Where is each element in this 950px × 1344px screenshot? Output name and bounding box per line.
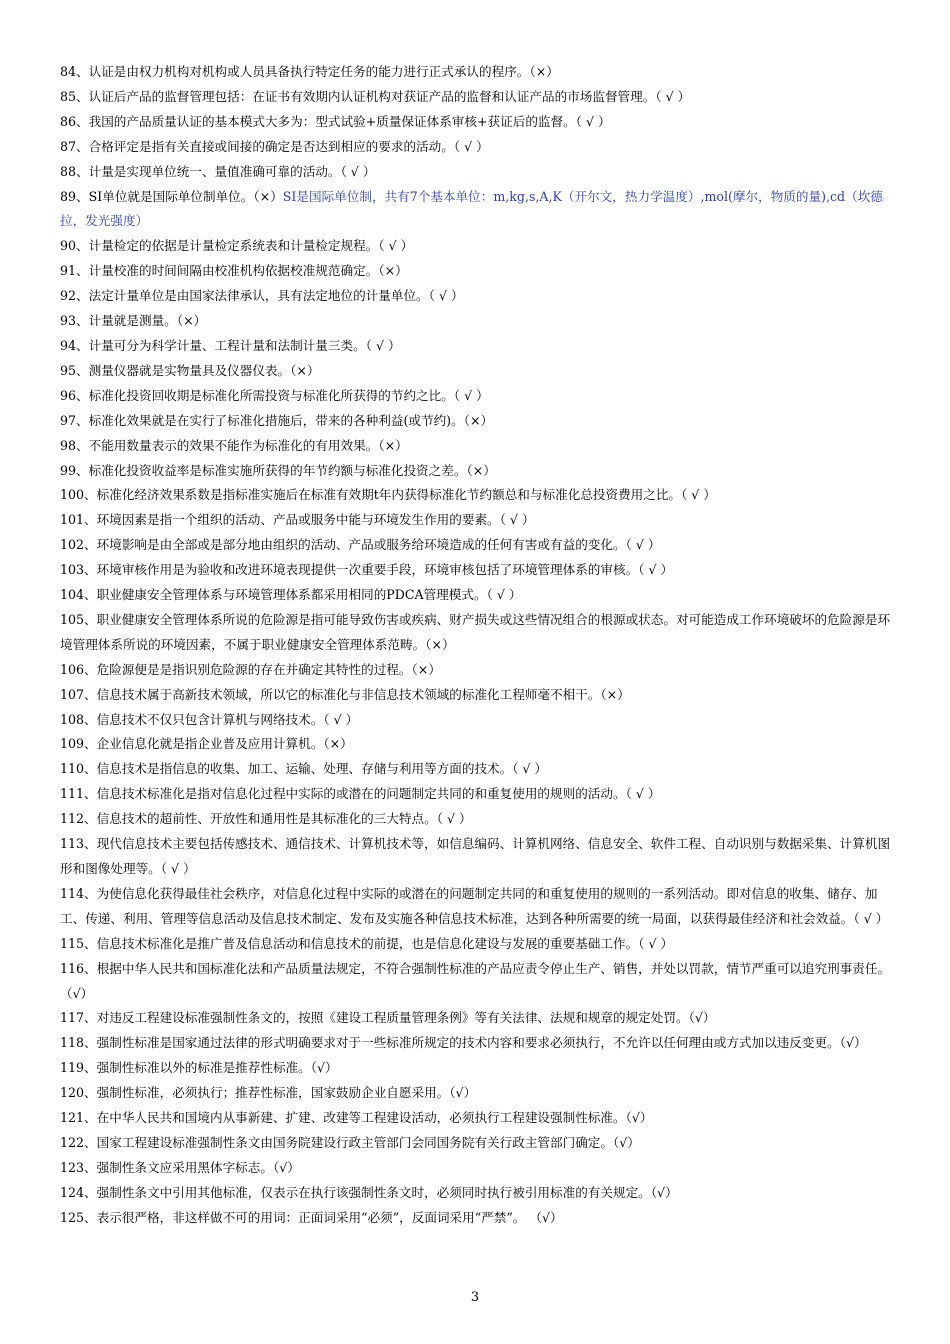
question-item — [60, 608, 895, 658]
question-item — [60, 309, 895, 334]
question-text: 103、环境审核作用是为验收和改进环境表现提供一次重要手段，环境审核包括了环境管理体系的审核。（ √ ） — [60, 562, 674, 578]
question-item — [60, 459, 895, 484]
question-item — [60, 160, 895, 185]
question-text: 112、信息技术的超前性、开放性和通用性是其标准化的三大特点。（ √ ） — [60, 811, 472, 827]
question-text: 88、计量是实现单位统一、量值准确可靠的活动。（ √ ） — [60, 163, 376, 179]
question-item — [60, 384, 895, 409]
question-text: 92、法定计量单位是由国家法律承认，具有法定地位的计量单位。（ √ ） — [60, 288, 464, 304]
question-item — [60, 359, 895, 384]
question-text: 105、职业健康安全管理体系所说的危险源是指可能导致伤害或疾病、财产损失或这些情况组合的根源或状态。对可能造成工作环境破坏的危险源是环境管理体系所说的环境因素，不属于职业健康安全管理体系范畴。（×） — [60, 611, 891, 652]
question-text: 117、对违反工程建设标准强制性条文的，按照《建设工程质量管理条例》等有关法律、法规和规章的规定处罚。（√） — [60, 1010, 716, 1026]
question-item — [60, 932, 895, 957]
question-text: 95、测量仪器就是实物量具及仪器仪表。（×） — [60, 362, 320, 378]
question-text: 96、标准化投资回收期是标准化所需投资与标准化所获得的节约之比。（ √ ） — [60, 387, 489, 403]
question-item — [60, 1031, 895, 1056]
question-text: 101、环境因素是指一个组织的活动、产品或服务中能与环境发生作用的要素。（ √ ） — [60, 512, 535, 528]
question-item — [60, 533, 895, 558]
question-item — [60, 1131, 895, 1156]
question-item — [60, 683, 895, 708]
page-number: 3 — [470, 1290, 480, 1305]
question-text: 111、信息技术标准化是指对信息化过程中实际的或潜在的问题制定共同的和重复使用的规则的活动。（ √ ） — [60, 786, 661, 802]
question-text: 109、企业信息化就是指企业普及应用计算机。（×） — [60, 736, 353, 752]
question-text: 107、信息技术属于高新技术领域，所以它的标准化与非信息技术领域的标准化工程师毫不相干。（×） — [60, 686, 630, 702]
question-text: 93、计量就是测量。（×） — [60, 313, 207, 329]
question-item — [60, 1106, 895, 1131]
question-text: 125、表示很严格，非这样做不可的用词：正面词采用“必须”，反面词采用“严禁”。 （√） — [60, 1209, 563, 1225]
question-item — [60, 110, 895, 135]
question-text: 122、国家工程建设标准强制性条文由国务院建设行政主管部门会同国务院有关行政主管部门确定。（√） — [60, 1134, 640, 1150]
question-item — [60, 1181, 895, 1206]
question-text: 91、计量校准的时间间隔由校准机构依据校准规范确定。（×） — [60, 263, 408, 279]
question-item — [60, 434, 895, 459]
question-item — [60, 1081, 895, 1106]
question-text: 113、现代信息技术主要包括传感技术、通信技术、计算机技术等，如信息编码、计算机网络、信息安全、软件工程、自动识别与数据采集、计算机图形和图像处理等。（ √ ） — [60, 836, 891, 876]
question-item — [60, 732, 895, 757]
question-text: 118、强制性标准是国家通过法律的形式明确要求对于一些标准所规定的技术内容和要求必须执行，不允许以任何理由或方式加以违反变更。（√） — [60, 1035, 867, 1051]
question-item — [60, 334, 895, 359]
question-text: 114、为使信息化获得最佳社会秩序，对信息化过程中实际的或潜在的问题制定共同的和重复使用的规则的一系列活动。即对信息的收集、储存、加工、传递、利用、管理等信息活动及信息技术制定、发布及实施各种信息技术标准，达到各种所需要的统一局面，以获得最佳经济和社会效益。（ √ ） — [60, 885, 889, 926]
question-item — [60, 234, 895, 259]
question-item — [60, 85, 895, 110]
question-text: 121、在中华人民共和国境内从事新建、扩建、改建等工程建设活动，必须执行工程建设强制性标准。（√） — [60, 1110, 653, 1126]
question-text: 104、职业健康安全管理体系与环境管理体系都采用相同的PDCA管理模式。（ √ ） — [60, 587, 522, 603]
question-text: 110、信息技术是指信息的收集、加工、运输、处理、存储与利用等方面的技术。（ √ ） — [60, 761, 548, 777]
question-text: 86、我国的产品质量认证的基本模式大多为：型式试验+质量保证体系审核+获证后的监督。（ √ ） — [60, 113, 611, 129]
question-text: 98、不能用数量表示的效果不能作为标准化的有用效果。（×） — [60, 437, 408, 453]
document-body — [60, 60, 895, 1231]
question-item — [60, 882, 895, 932]
question-text: 100、标准化经济效果系数是指标准实施后在标准有效期t年内获得标准化节约额总和与标准化总投资费用之比。（ √ ） — [60, 487, 716, 503]
question-item — [60, 259, 895, 284]
question-item — [60, 957, 895, 1007]
question-item — [60, 1156, 895, 1181]
question-item — [60, 658, 895, 683]
question-text: 85、认证后产品的监督管理包括：在证书有效期内认证机构对获证产品的监督和认证产品的市场监督管理。（ √ ） — [60, 88, 691, 104]
question-list — [60, 60, 895, 1231]
question-text: 84、认证是由权力机构对机构或人员具备执行特定任务的能力进行正式承认的程序。（×） — [60, 64, 559, 79]
question-text: 123、强制性条文应采用黑体字标志。（√） — [60, 1159, 300, 1175]
question-text: 97、标准化效果就是在实行了标准化措施后，带来的各种利益(或节约)。（×） — [60, 412, 494, 428]
question-item — [60, 1206, 895, 1231]
question-item — [60, 757, 895, 782]
question-item — [60, 832, 895, 882]
question-text: 87、合格评定是指有关直接或间接的确定是否达到相应的要求的活动。（ √ ） — [60, 138, 489, 154]
question-item — [60, 558, 895, 583]
question-text: 89、SI单位就是国际单位制单位。（×） — [60, 188, 283, 204]
question-text: 115、信息技术标准化是推广普及信息活动和信息技术的前提，也是信息化建设与发展的重要基础工作。（ √ ） — [60, 935, 674, 951]
question-text: 90、计量检定的依据是计量检定系统表和计量检定规程。（ √ ） — [60, 238, 414, 254]
question-text: 124、强制性条文中引用其他标准，仅表示在执行该强制性条文时，必须同时执行被引用标准的有关规定。（√） — [60, 1184, 678, 1200]
question-item — [60, 1006, 895, 1031]
question-text: 116、根据中华人民共和国标准化法和产品质量法规定，不符合强制性标准的产品应责令停止生产、销售，并处以罚款，情节严重可以追究刑事责任。（√） — [60, 960, 891, 1001]
question-item — [60, 807, 895, 832]
question-text: 94、计量可分为科学计量、工程计量和法制计量三类。（ √ ） — [60, 337, 401, 353]
question-item — [60, 409, 895, 434]
question-text: 99、标准化投资收益率是标准实施所获得的年节约额与标准化投资之差。（×） — [60, 462, 496, 478]
question-note: SI是国际单位制，共有7个基本单位：m,kg,s,A,K（开尔文，热力学温度）,mol(摩尔，物质的量),cd（坎德拉，发光强度） — [60, 188, 883, 229]
question-item — [60, 60, 895, 85]
question-text: 120、强制性标准，必须执行；推荐性标准，国家鼓励企业自愿采用。（√） — [60, 1085, 477, 1101]
question-item — [60, 135, 895, 160]
question-item — [60, 782, 895, 807]
question-item — [60, 1056, 895, 1081]
question-text: 108、信息技术不仅只包含计算机与网络技术。（ √ ） — [60, 711, 359, 727]
question-item — [60, 708, 895, 733]
question-text: 102、环境影响是由全部或是部分地由组织的活动、产品或服务给环境造成的任何有害或有益的变化。（ √ ） — [60, 537, 661, 553]
question-item — [60, 508, 895, 533]
question-item — [60, 284, 895, 309]
question-item — [60, 483, 895, 508]
question-item — [60, 185, 895, 235]
question-text: 119、强制性标准以外的标准是推荐性标准。（√） — [60, 1060, 338, 1076]
question-item — [60, 583, 895, 608]
question-text: 106、危险源便是是指识别危险源的存在并确定其特性的过程。（×） — [60, 661, 441, 677]
